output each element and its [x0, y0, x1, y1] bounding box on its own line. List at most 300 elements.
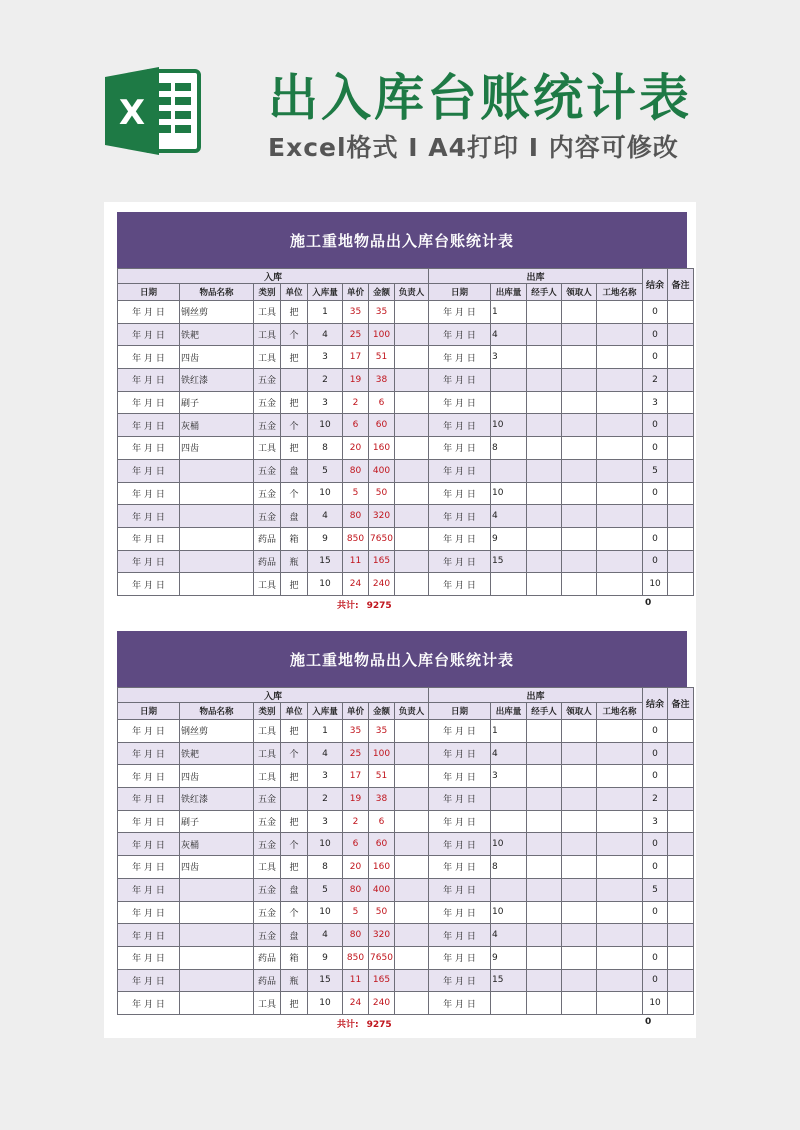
in-qty-cell: 10: [308, 833, 343, 856]
category-cell: 工具: [254, 720, 281, 743]
table-row: [118, 391, 694, 414]
site-cell: [597, 323, 643, 346]
unit-cell: 把: [281, 301, 308, 324]
owner-cell: [395, 765, 429, 788]
owner-cell: [395, 742, 429, 765]
unit-cell: 个: [281, 414, 308, 437]
site-cell: [597, 878, 643, 901]
amount-cell: 35: [369, 720, 395, 743]
receiver-cell: [562, 992, 597, 1015]
owner-cell: [395, 924, 429, 947]
in-qty-cell: 3: [308, 391, 343, 414]
price-cell: 5: [343, 482, 369, 505]
item-name-cell: 四齿: [180, 437, 254, 460]
price-cell: 17: [343, 346, 369, 369]
out-qty-cell: [491, 573, 527, 596]
price-cell: 35: [343, 720, 369, 743]
in-qty-cell: 1: [308, 301, 343, 324]
note-cell: [668, 788, 694, 811]
page-title: 出入库台账统计表: [268, 69, 692, 127]
unit-cell: 个: [281, 833, 308, 856]
out-column-header: 日期: [429, 703, 491, 720]
out-qty-cell: 4: [491, 924, 527, 947]
site-cell: [597, 833, 643, 856]
date-cell: 年 月 日: [118, 437, 180, 460]
category-cell: 五金: [254, 878, 281, 901]
table-row: [118, 765, 694, 788]
note-cell: [668, 550, 694, 573]
item-name-cell: 铁红漆: [180, 369, 254, 392]
out-qty-cell: 1: [491, 301, 527, 324]
out-group-header: 出库: [429, 688, 643, 703]
in-group-header: 入库: [118, 269, 429, 284]
total-label: 共计:: [337, 600, 359, 611]
out-qty-cell: 9: [491, 946, 527, 969]
handler-cell: [527, 901, 562, 924]
category-cell: 五金: [254, 833, 281, 856]
category-cell: 药品: [254, 527, 281, 550]
out-qty-cell: [491, 810, 527, 833]
out-qty-cell: [491, 878, 527, 901]
out-date-cell: 年 月 日: [429, 901, 491, 924]
table-row: [118, 527, 694, 550]
in-column-header: 单位: [281, 284, 308, 301]
receiver-cell: [562, 720, 597, 743]
owner-cell: [395, 391, 429, 414]
unit-cell: 把: [281, 391, 308, 414]
note-cell: [668, 878, 694, 901]
balance-cell: 10: [643, 573, 668, 596]
site-cell: [597, 505, 643, 528]
item-name-cell: [180, 459, 254, 482]
out-qty-cell: 10: [491, 901, 527, 924]
in-column-header: 金额: [369, 703, 395, 720]
out-column-header: 出库量: [491, 703, 527, 720]
in-column-header: 入库量: [308, 703, 343, 720]
category-cell: 五金: [254, 810, 281, 833]
note-cell: [668, 573, 694, 596]
out-qty-cell: 1: [491, 720, 527, 743]
owner-cell: [395, 810, 429, 833]
in-column-header: 单价: [343, 284, 369, 301]
amount-cell: 240: [369, 573, 395, 596]
in-qty-cell: 4: [308, 323, 343, 346]
date-cell: 年 月 日: [118, 992, 180, 1015]
out-qty-cell: 4: [491, 742, 527, 765]
site-cell: [597, 856, 643, 879]
page-header: [0, 0, 800, 200]
date-cell: 年 月 日: [118, 459, 180, 482]
owner-cell: [395, 482, 429, 505]
out-date-cell: 年 月 日: [429, 856, 491, 879]
unit-cell: 把: [281, 856, 308, 879]
unit-cell: 把: [281, 437, 308, 460]
amount-cell: 7650: [369, 946, 395, 969]
out-date-cell: 年 月 日: [429, 833, 491, 856]
site-cell: [597, 346, 643, 369]
owner-cell: [395, 437, 429, 460]
table-row: [118, 788, 694, 811]
site-cell: [597, 573, 643, 596]
out-qty-cell: [491, 369, 527, 392]
balance-cell: 3: [643, 810, 668, 833]
note-cell: [668, 969, 694, 992]
in-qty-cell: 5: [308, 878, 343, 901]
item-name-cell: 四齿: [180, 856, 254, 879]
category-cell: 工具: [254, 437, 281, 460]
out-date-cell: 年 月 日: [429, 742, 491, 765]
balance-cell: 0: [643, 765, 668, 788]
in-qty-cell: 3: [308, 765, 343, 788]
category-cell: 五金: [254, 459, 281, 482]
receiver-cell: [562, 437, 597, 460]
unit-cell: 瓶: [281, 969, 308, 992]
amount-cell: 165: [369, 969, 395, 992]
out-date-cell: 年 月 日: [429, 323, 491, 346]
owner-cell: [395, 346, 429, 369]
ledger-table: [117, 687, 694, 1015]
out-date-cell: 年 月 日: [429, 924, 491, 947]
amount-cell: 50: [369, 482, 395, 505]
receiver-cell: [562, 833, 597, 856]
in-qty-cell: 3: [308, 810, 343, 833]
unit-cell: 把: [281, 573, 308, 596]
note-cell: [668, 946, 694, 969]
in-qty-cell: 8: [308, 437, 343, 460]
note-cell: [668, 437, 694, 460]
amount-cell: 51: [369, 346, 395, 369]
date-cell: 年 月 日: [118, 527, 180, 550]
note-cell: [668, 765, 694, 788]
owner-cell: [395, 301, 429, 324]
receiver-cell: [562, 742, 597, 765]
unit-cell: 箱: [281, 527, 308, 550]
receiver-cell: [562, 765, 597, 788]
out-date-cell: 年 月 日: [429, 550, 491, 573]
note-header: 备注: [668, 269, 694, 301]
balance-cell: 0: [643, 414, 668, 437]
item-name-cell: [180, 946, 254, 969]
in-qty-cell: 15: [308, 969, 343, 992]
item-name-cell: [180, 924, 254, 947]
unit-cell: 个: [281, 742, 308, 765]
handler-cell: [527, 946, 562, 969]
balance-cell: 0: [643, 946, 668, 969]
handler-cell: [527, 323, 562, 346]
item-name-cell: [180, 878, 254, 901]
out-group-header: 出库: [429, 269, 643, 284]
site-cell: [597, 946, 643, 969]
owner-cell: [395, 323, 429, 346]
out-qty-cell: 15: [491, 550, 527, 573]
handler-cell: [527, 505, 562, 528]
item-name-cell: 四齿: [180, 765, 254, 788]
table-row: [118, 550, 694, 573]
date-cell: 年 月 日: [118, 969, 180, 992]
owner-cell: [395, 550, 429, 573]
category-cell: 工具: [254, 346, 281, 369]
item-name-cell: 铁耙: [180, 323, 254, 346]
receiver-cell: [562, 323, 597, 346]
table-row: [118, 856, 694, 879]
owner-cell: [395, 573, 429, 596]
site-cell: [597, 992, 643, 1015]
owner-cell: [395, 459, 429, 482]
note-cell: [668, 924, 694, 947]
amount-cell: 100: [369, 323, 395, 346]
handler-cell: [527, 527, 562, 550]
total-amount-value: 9275: [366, 600, 392, 611]
in-qty-cell: 10: [308, 414, 343, 437]
excel-logo-icon: [103, 63, 203, 159]
out-date-cell: 年 月 日: [429, 992, 491, 1015]
out-qty-cell: 4: [491, 505, 527, 528]
note-cell: [668, 810, 694, 833]
date-cell: 年 月 日: [118, 856, 180, 879]
handler-cell: [527, 810, 562, 833]
balance-cell: 0: [643, 856, 668, 879]
note-cell: [668, 720, 694, 743]
receiver-cell: [562, 550, 597, 573]
receiver-cell: [562, 573, 597, 596]
in-qty-cell: 3: [308, 346, 343, 369]
price-cell: 20: [343, 437, 369, 460]
item-name-cell: 刷子: [180, 391, 254, 414]
balance-cell: 0: [643, 437, 668, 460]
date-cell: 年 月 日: [118, 573, 180, 596]
item-name-cell: 灰桶: [180, 833, 254, 856]
balance-cell: 0: [643, 901, 668, 924]
site-cell: [597, 550, 643, 573]
table-row: [118, 810, 694, 833]
unit-cell: 个: [281, 482, 308, 505]
in-column-header: 类别: [254, 703, 281, 720]
table-row: [118, 323, 694, 346]
site-cell: [597, 720, 643, 743]
site-cell: [597, 414, 643, 437]
out-column-header: 经手人: [527, 703, 562, 720]
receiver-cell: [562, 788, 597, 811]
site-cell: [597, 301, 643, 324]
category-cell: 工具: [254, 765, 281, 788]
price-cell: 80: [343, 459, 369, 482]
date-cell: 年 月 日: [118, 878, 180, 901]
handler-cell: [527, 550, 562, 573]
receiver-cell: [562, 482, 597, 505]
unit-cell: 盘: [281, 459, 308, 482]
out-qty-cell: [491, 788, 527, 811]
handler-cell: [527, 437, 562, 460]
receiver-cell: [562, 505, 597, 528]
unit-cell: 把: [281, 765, 308, 788]
receiver-cell: [562, 459, 597, 482]
site-cell: [597, 459, 643, 482]
balance-cell: 0: [643, 527, 668, 550]
owner-cell: [395, 414, 429, 437]
item-name-cell: [180, 527, 254, 550]
item-name-cell: 四齿: [180, 346, 254, 369]
header-row-group: [118, 688, 694, 703]
amount-cell: 35: [369, 301, 395, 324]
balance-cell: 0: [643, 346, 668, 369]
out-column-header: 日期: [429, 284, 491, 301]
unit-cell: [281, 788, 308, 811]
date-cell: 年 月 日: [118, 369, 180, 392]
out-column-header: 工地名称: [597, 703, 643, 720]
note-cell: [668, 527, 694, 550]
out-date-cell: 年 月 日: [429, 301, 491, 324]
category-cell: 五金: [254, 505, 281, 528]
owner-cell: [395, 788, 429, 811]
site-cell: [597, 788, 643, 811]
category-cell: 五金: [254, 369, 281, 392]
in-qty-cell: 2: [308, 788, 343, 811]
in-column-header: 日期: [118, 284, 180, 301]
category-cell: 五金: [254, 414, 281, 437]
table-row: [118, 878, 694, 901]
in-column-header: 金额: [369, 284, 395, 301]
note-cell: [668, 901, 694, 924]
amount-cell: 38: [369, 369, 395, 392]
amount-cell: 7650: [369, 527, 395, 550]
amount-cell: 60: [369, 833, 395, 856]
category-cell: 药品: [254, 550, 281, 573]
amount-cell: 100: [369, 742, 395, 765]
table-row: [118, 901, 694, 924]
total-amount-value: 9275: [366, 1019, 392, 1030]
item-name-cell: [180, 550, 254, 573]
out-date-cell: 年 月 日: [429, 765, 491, 788]
price-cell: 2: [343, 391, 369, 414]
date-cell: 年 月 日: [118, 901, 180, 924]
handler-cell: [527, 720, 562, 743]
out-qty-cell: 10: [491, 414, 527, 437]
note-cell: [668, 505, 694, 528]
header-row-columns: [118, 284, 694, 301]
unit-cell: 把: [281, 346, 308, 369]
price-cell: 80: [343, 878, 369, 901]
out-qty-cell: 3: [491, 765, 527, 788]
owner-cell: [395, 856, 429, 879]
table-row: [118, 437, 694, 460]
handler-cell: [527, 765, 562, 788]
price-cell: 19: [343, 369, 369, 392]
owner-cell: [395, 878, 429, 901]
price-cell: 6: [343, 414, 369, 437]
in-qty-cell: 10: [308, 573, 343, 596]
in-qty-cell: 4: [308, 924, 343, 947]
owner-cell: [395, 901, 429, 924]
price-cell: 24: [343, 573, 369, 596]
handler-cell: [527, 856, 562, 879]
date-cell: 年 月 日: [118, 346, 180, 369]
balance-cell: [643, 924, 668, 947]
unit-cell: 个: [281, 901, 308, 924]
price-cell: 2: [343, 810, 369, 833]
in-qty-cell: 9: [308, 527, 343, 550]
balance-cell: 2: [643, 369, 668, 392]
unit-cell: [281, 369, 308, 392]
table-row: [118, 346, 694, 369]
site-cell: [597, 924, 643, 947]
in-qty-cell: 10: [308, 482, 343, 505]
out-date-cell: 年 月 日: [429, 437, 491, 460]
total-balance: 0: [645, 597, 652, 608]
category-cell: 工具: [254, 856, 281, 879]
note-cell: [668, 323, 694, 346]
note-cell: [668, 992, 694, 1015]
balance-header: 结余: [643, 269, 668, 301]
balance-cell: 5: [643, 459, 668, 482]
receiver-cell: [562, 878, 597, 901]
balance-cell: 10: [643, 992, 668, 1015]
item-name-cell: [180, 573, 254, 596]
category-cell: 药品: [254, 946, 281, 969]
ledger-sheet-1: [117, 212, 690, 612]
table-row: [118, 833, 694, 856]
owner-cell: [395, 992, 429, 1015]
handler-cell: [527, 573, 562, 596]
in-qty-cell: 2: [308, 369, 343, 392]
note-cell: [668, 414, 694, 437]
handler-cell: [527, 346, 562, 369]
unit-cell: 把: [281, 720, 308, 743]
out-date-cell: 年 月 日: [429, 810, 491, 833]
note-cell: [668, 369, 694, 392]
note-cell: [668, 301, 694, 324]
in-qty-cell: 10: [308, 901, 343, 924]
receiver-cell: [562, 346, 597, 369]
date-cell: 年 月 日: [118, 788, 180, 811]
price-cell: 20: [343, 856, 369, 879]
amount-cell: 160: [369, 856, 395, 879]
date-cell: 年 月 日: [118, 414, 180, 437]
handler-cell: [527, 969, 562, 992]
category-cell: 工具: [254, 301, 281, 324]
date-cell: 年 月 日: [118, 720, 180, 743]
amount-cell: 320: [369, 924, 395, 947]
amount-cell: 400: [369, 878, 395, 901]
handler-cell: [527, 369, 562, 392]
price-cell: 6: [343, 833, 369, 856]
unit-cell: 盘: [281, 924, 308, 947]
price-cell: 25: [343, 323, 369, 346]
in-column-header: 单价: [343, 703, 369, 720]
category-cell: 五金: [254, 901, 281, 924]
out-qty-cell: 10: [491, 482, 527, 505]
handler-cell: [527, 459, 562, 482]
receiver-cell: [562, 301, 597, 324]
in-column-header: 日期: [118, 703, 180, 720]
unit-cell: 把: [281, 992, 308, 1015]
handler-cell: [527, 391, 562, 414]
handler-cell: [527, 992, 562, 1015]
date-cell: 年 月 日: [118, 482, 180, 505]
amount-cell: 400: [369, 459, 395, 482]
out-date-cell: 年 月 日: [429, 369, 491, 392]
table-row: [118, 414, 694, 437]
sheet-title: 施工重地物品出入库台账统计表: [117, 631, 687, 687]
out-date-cell: 年 月 日: [429, 788, 491, 811]
item-name-cell: 刷子: [180, 810, 254, 833]
balance-cell: 0: [643, 301, 668, 324]
page-subtitle: Excel格式 I A4打印 I 内容可修改: [268, 133, 679, 162]
out-qty-cell: 8: [491, 856, 527, 879]
total-label: 共计:: [337, 1019, 359, 1030]
out-qty-cell: 15: [491, 969, 527, 992]
handler-cell: [527, 414, 562, 437]
site-cell: [597, 369, 643, 392]
